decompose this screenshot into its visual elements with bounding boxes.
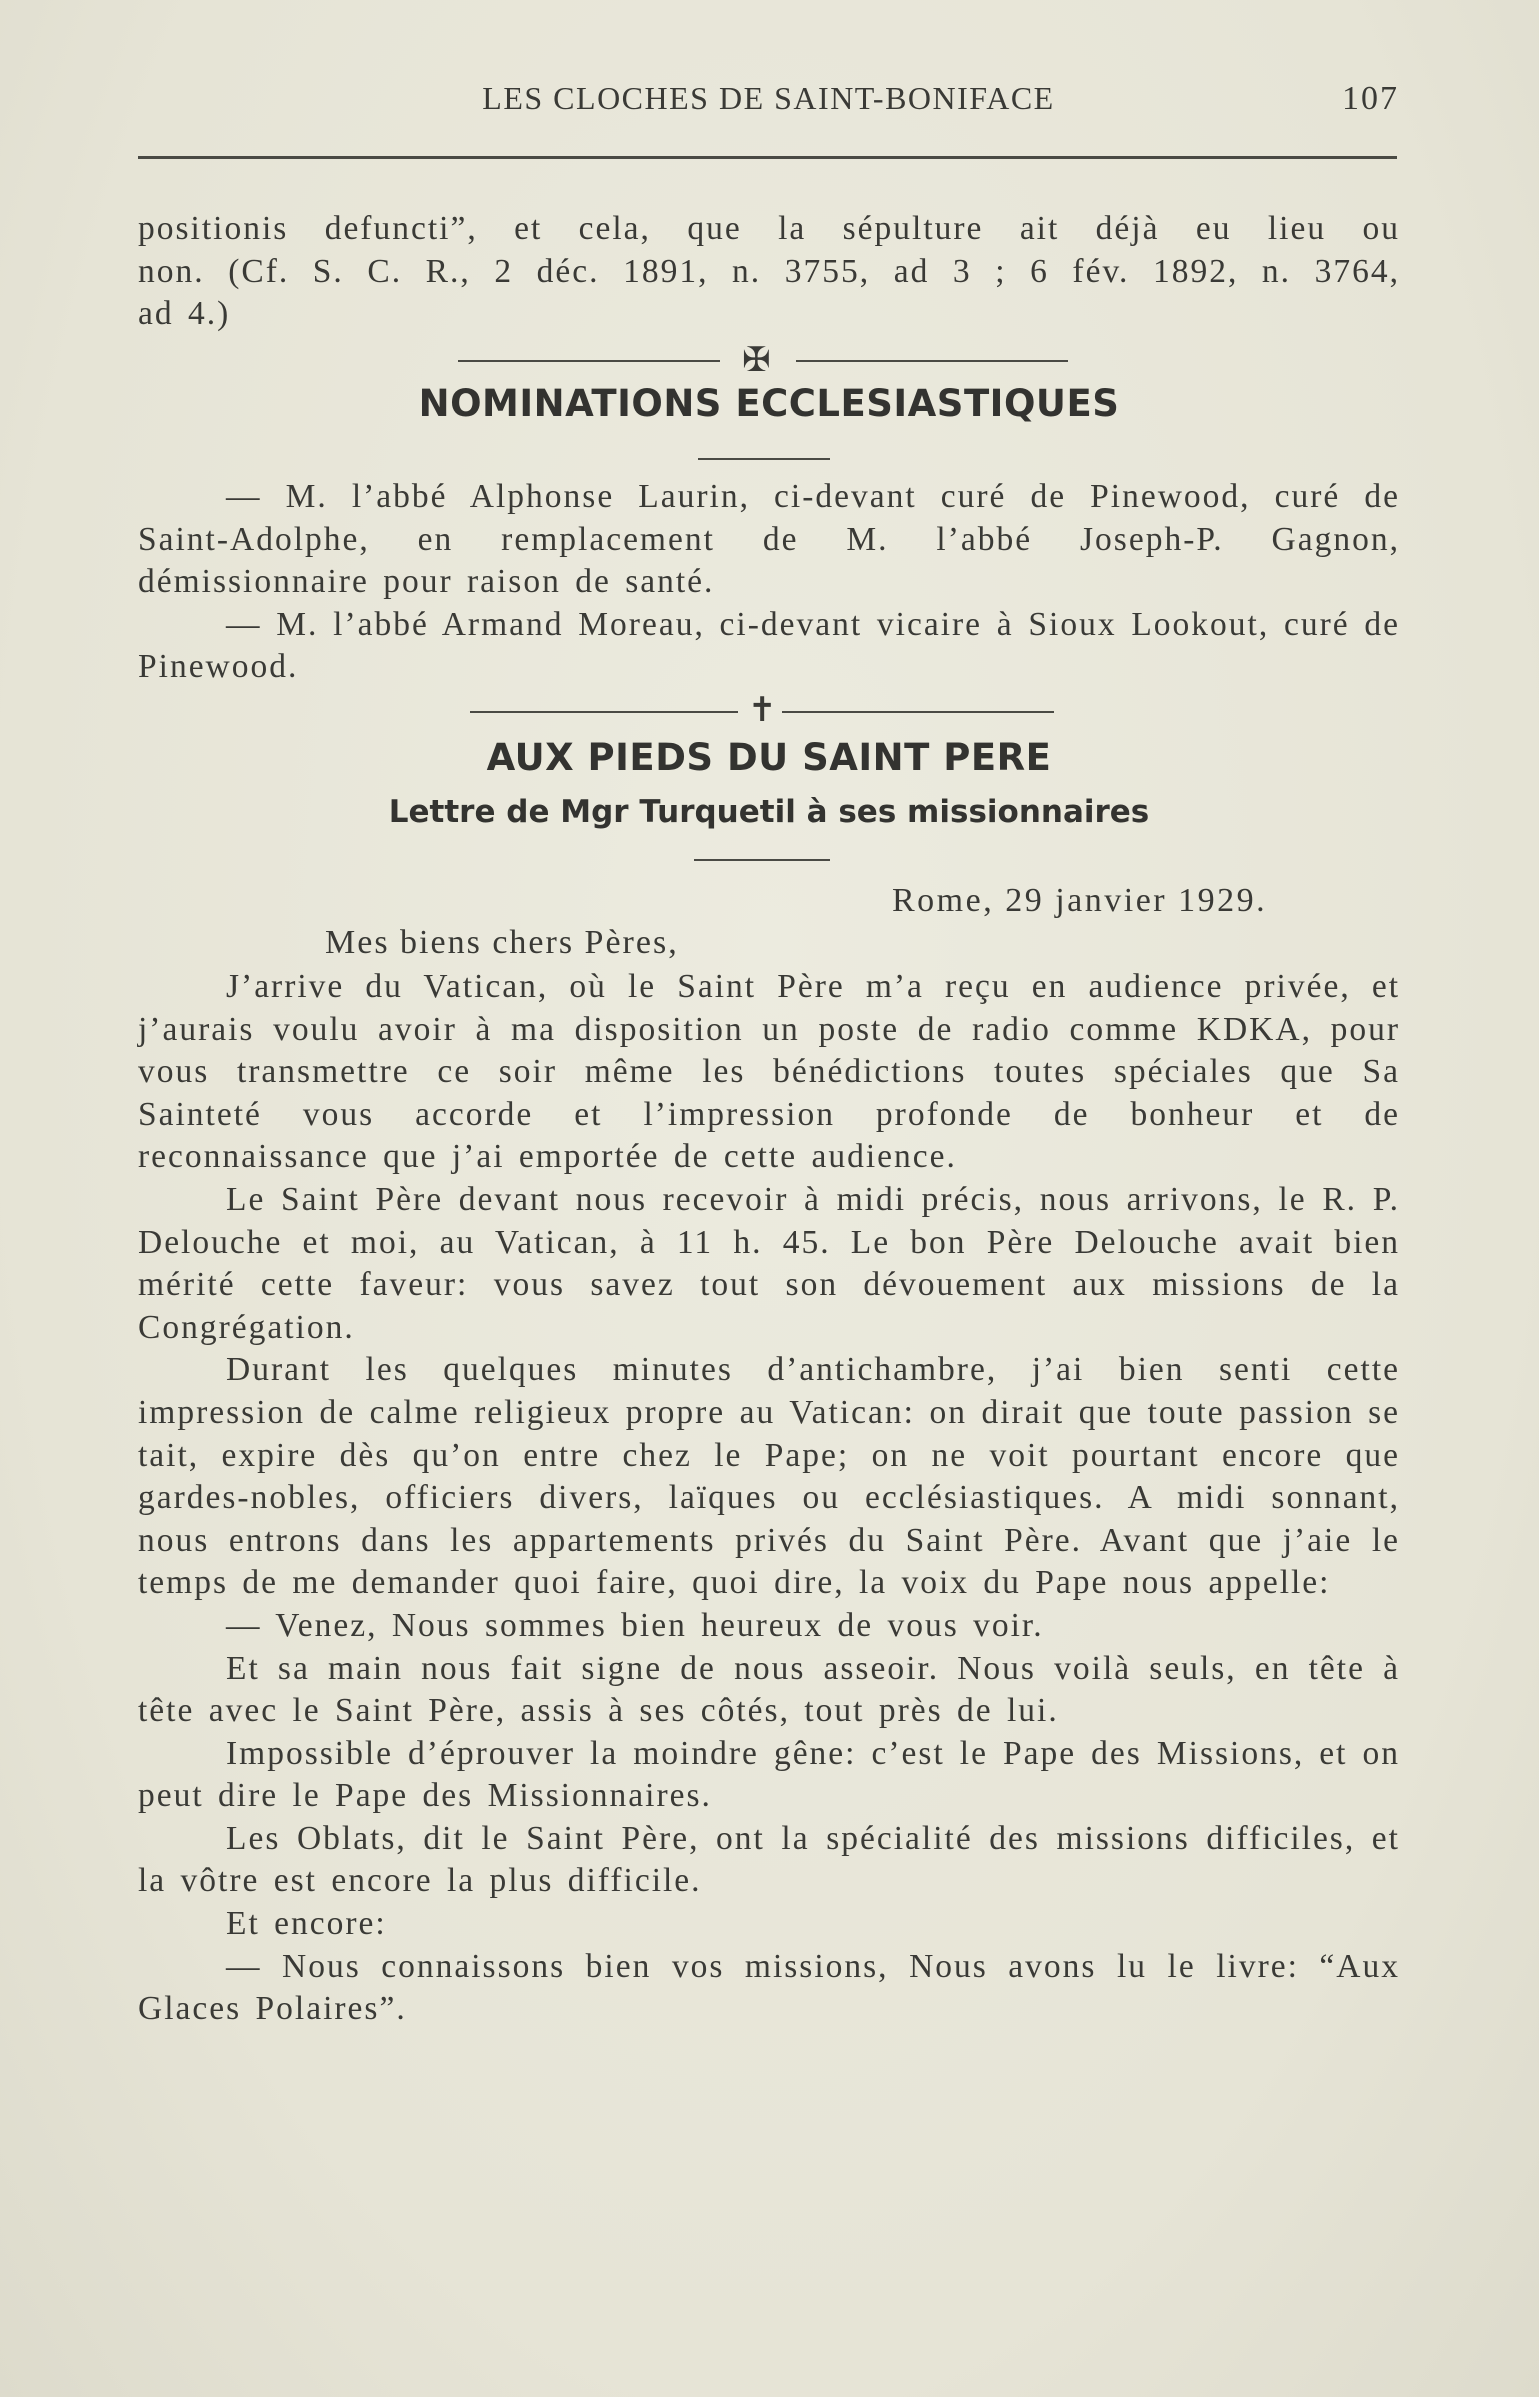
letter-body — [138, 966, 1400, 2031]
nominations-list — [138, 476, 1400, 689]
letter-paragraph: — Nous connaissons bien vos missions, Nous avons lu le livre: “Aux Glaces Polaires”. — [138, 1947, 1400, 2028]
letter-paragraph: Et encore: — [226, 1905, 387, 1943]
letter-paragraph: — Venez, Nous sommes bien heureux de vous voir. — [226, 1606, 1044, 1644]
letter-paragraph: Le Saint Père devant nous recevoir à midi précis, nous arrivons, le R. P. Delouche et moi, au Vatican, à 11 h. 45. Le bon Père Delouche avait bien mérité cette faveur: vous savez tout son dévouement aux missions de la Congrégation. — [138, 1180, 1400, 1346]
ornament-rule-right — [782, 711, 1054, 713]
nomination-item: — M. l’abbé Alphonse Laurin, ci-devant curé de Pinewood, curé de Saint-Adolphe, en remplacement de M. l’abbé Joseph-P. Gagnon, démissionnaire pour raison de santé. — [138, 478, 1400, 601]
ornament-rule-left — [470, 711, 738, 713]
short-rule — [694, 859, 830, 861]
article-title: AUX PIEDS DU SAINT PERE — [486, 736, 1052, 779]
running-title: LES CLOCHES DE SAINT-BONIFACE — [482, 80, 1055, 116]
intro-paragraph — [138, 208, 1400, 336]
nominations-heading: NOMINATIONS ECCLESIASTIQUES — [418, 382, 1120, 425]
intro-line: non. (Cf. S. C. R., 2 déc. 1891, n. 3755, ad 3 ; 6 fév. 1892, n. 3764, — [138, 252, 1400, 290]
short-rule — [698, 458, 830, 460]
letter-paragraph: Durant les quelques minutes d’antichambre, j’ai bien senti cette impression de calme religieux propre au Vatican: on dirait que toute passion se tait, expire dès qu’on entre chez le Pape; on ne voit pourtant encore que gardes-nobles, officiers divers, laïques ou ecclésiastiques. A midi sonnant, nous entrons dans les appartements privés du Saint Père. Avant que j’aie le temps de me demander quoi faire, quoi dire, la voix du Pape nous appelle: — [138, 1351, 1400, 1602]
ornament-rule-left — [458, 360, 720, 362]
intro-line: positionis defuncti”, et cela, que la sépulture ait déjà eu lieu ou — [138, 210, 1400, 247]
running-header — [138, 76, 1399, 126]
article-subtitle: Lettre de Mgr Turquetil à ses missionnaires — [388, 794, 1150, 830]
header-rule — [138, 156, 1397, 159]
letter-dateline: Rome, 29 janvier 1929. — [892, 882, 1268, 919]
intro-line: ad 4.) — [138, 295, 231, 333]
ornament-rule-right — [796, 360, 1068, 362]
maltese-cross-icon: ✠ — [742, 340, 771, 380]
nomination-item: — M. l’abbé Armand Moreau, ci-devant vicaire à Sioux Lookout, curé de Pinewood. — [138, 605, 1400, 686]
page-number: 107 — [1342, 80, 1399, 117]
cross-icon: ✝ — [748, 690, 777, 730]
letter-paragraph: J’arrive du Vatican, où le Saint Père m’a reçu en audience privée, et j’aurais voulu avoir à ma disposition un poste de radio comme KDKA, pour vous transmettre ce soir même les bénédictions toutes spéciales que Sa Sainteté vous accorde et l’impression profonde de bonheur et de reconnaissance que j’ai emportée de cette audience. — [138, 968, 1400, 1176]
letter-paragraph: Les Oblats, dit le Saint Père, ont la spécialité des missions difficiles, et la vôtre est encore la plus difficile. — [138, 1819, 1400, 1900]
letter-salutation: Mes biens chers Pères, — [325, 924, 679, 961]
letter-paragraph: Et sa main nous fait signe de nous asseoir. Nous voilà seuls, en tête à tête avec le Saint Père, assis à ses côtés, tout près de lui. — [138, 1649, 1400, 1730]
letter-paragraph: Impossible d’éprouver la moindre gêne: c’est le Pape des Missions, et on peut dire le Pape des Missionnaires. — [138, 1734, 1400, 1815]
